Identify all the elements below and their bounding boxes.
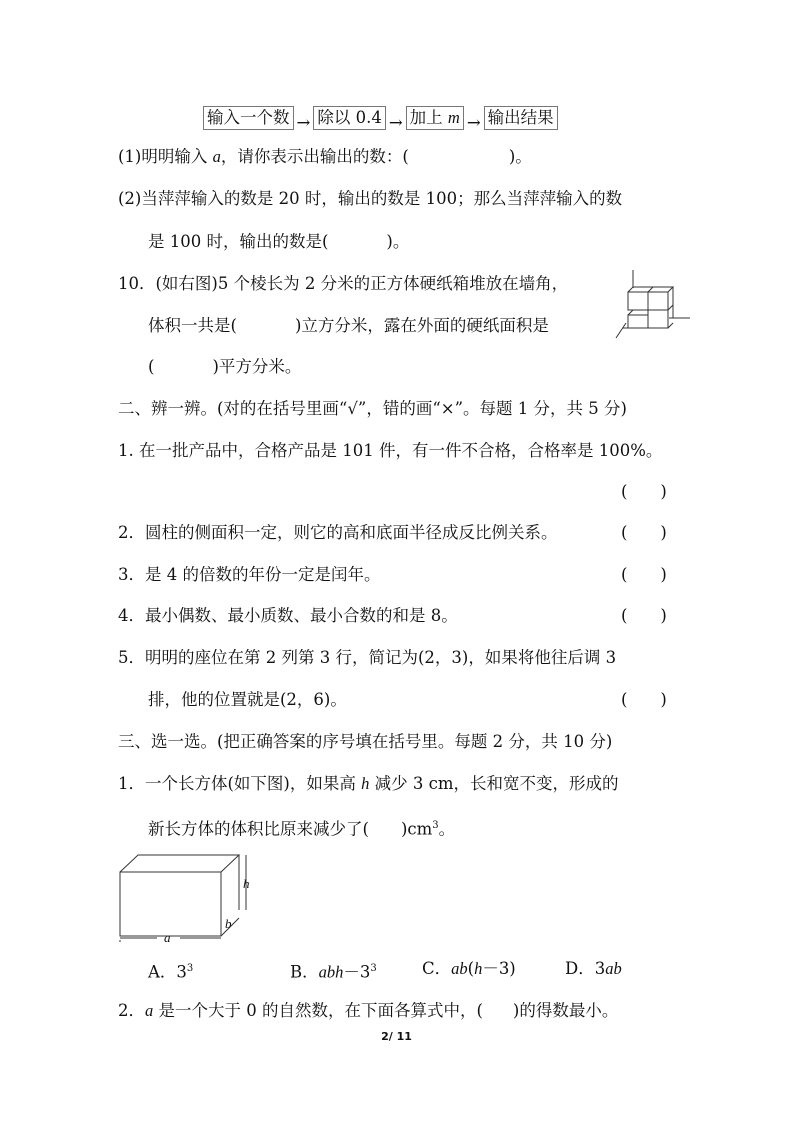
superscript: 3	[186, 963, 194, 974]
flow-var: m	[447, 108, 460, 127]
text: 是一个大于 0 的自然数，在下面各算式中，(	[153, 1001, 483, 1020]
q9-part1	[118, 146, 532, 168]
text: C．	[422, 959, 452, 978]
var: h	[474, 959, 483, 978]
judge-item-4: 4．最小偶数、最小质数、最小合数的和是 8。	[118, 606, 458, 625]
text: D．3	[565, 959, 606, 978]
text: )平方分米。	[212, 357, 302, 376]
text: B．	[290, 962, 319, 982]
superscript: 3	[432, 820, 439, 831]
text: 新长方体的体积比原来减少了(	[148, 819, 369, 839]
var: a	[145, 1001, 154, 1020]
choice-q1-line1	[118, 773, 619, 795]
var: ab	[451, 959, 468, 978]
var: ab	[605, 959, 622, 978]
judge-answer-1[interactable]: ( )	[621, 482, 667, 501]
text: 2．	[118, 1001, 145, 1020]
arrow-icon: →	[466, 113, 481, 132]
text: )的得数最小。	[512, 1001, 619, 1020]
arrow-icon: →	[388, 113, 403, 132]
q9-part2-line2	[148, 231, 409, 253]
judge-answer-2[interactable]: ( )	[621, 523, 667, 542]
judge-answer-5[interactable]: ( )	[621, 690, 667, 709]
choice-q1-line2	[148, 815, 455, 841]
flow-box-divide	[313, 106, 386, 130]
text: )cm	[400, 819, 433, 839]
judge-item-5-cont: 排，他的位置就是(2，6)。	[148, 690, 347, 709]
text: 是 100 时，输出的数是(	[148, 232, 329, 251]
text: －3)	[482, 959, 516, 978]
flow-box-add	[406, 106, 464, 130]
section-3-title: 三、选一选。(把正确答案的序号填在括号里。每题 2 分，共 10 分)	[118, 732, 613, 751]
text: 。	[438, 819, 456, 839]
text: 体积一共是(	[148, 316, 237, 335]
flow-box-output: 输出结果	[484, 106, 558, 130]
option-c[interactable]	[422, 958, 516, 980]
stacked-cubes-figure	[612, 268, 692, 343]
text: 1．一个长方体(如下图)，如果高	[118, 774, 362, 793]
q10-line2	[148, 315, 549, 337]
q10-line1: 10．(如右图)5 个棱长为 2 分米的正方体硬纸箱堆放在墙角，	[118, 274, 569, 293]
text: ，请你表示出输出的数：(	[220, 147, 409, 166]
var: a	[212, 147, 221, 166]
text: －3	[343, 962, 371, 982]
label-a: a	[164, 930, 171, 942]
q9-part2-line1: (2)当萍萍输入的数是 20 时，输出的数是 100；那么当萍萍输入的数	[118, 189, 623, 208]
label-b: b	[225, 916, 232, 931]
page-number: 2/ 11	[381, 1030, 412, 1043]
var: abh	[318, 962, 344, 982]
text: )立方分米，露在外面的硬纸面积是	[294, 316, 549, 335]
var: h	[361, 774, 370, 793]
option-d[interactable]	[565, 958, 622, 980]
option-a[interactable]	[148, 958, 193, 984]
choice-q2	[118, 1000, 618, 1022]
judge-item-5: 5．明明的座位在第 2 列第 3 行，简记为(2，3)，如果将他往后调 3	[118, 648, 617, 667]
text: )。	[386, 232, 410, 251]
arrow-icon: →	[296, 113, 311, 132]
option-b[interactable]	[290, 958, 377, 984]
text: (1)明明输入	[118, 147, 213, 166]
text: (	[467, 959, 475, 978]
text: )。	[508, 147, 532, 166]
judge-answer-4[interactable]: ( )	[621, 606, 667, 625]
flowchart	[203, 106, 558, 130]
text: (	[148, 357, 155, 376]
superscript: 3	[370, 963, 377, 974]
judge-item-3: 3．是 4 的倍数的年份一定是闰年。	[118, 565, 381, 584]
cuboid-figure	[115, 850, 255, 942]
section-2-title: 二、辨一辨。(对的在括号里画“√”，错的画“×”。每题 1 分，共 5 分)	[118, 399, 627, 418]
q10-line3	[148, 356, 301, 378]
flow-divide-text: 除以 0.4	[317, 108, 382, 127]
text: 减少 3 cm，长和宽不变，形成的	[369, 774, 619, 793]
flow-box-input: 输入一个数	[203, 106, 294, 130]
judge-item-1: 1. 在一批产品中，合格产品是 101 件，有一件不合格，合格率是 100%。	[118, 441, 663, 460]
judge-item-2: 2．圆柱的侧面积一定，则它的高和底面半径成反比例关系。	[118, 523, 558, 542]
label-h: h	[243, 876, 250, 891]
judge-answer-3[interactable]: ( )	[621, 565, 667, 584]
flow-add-text: 加上	[409, 108, 448, 127]
text: A．3	[148, 962, 187, 982]
